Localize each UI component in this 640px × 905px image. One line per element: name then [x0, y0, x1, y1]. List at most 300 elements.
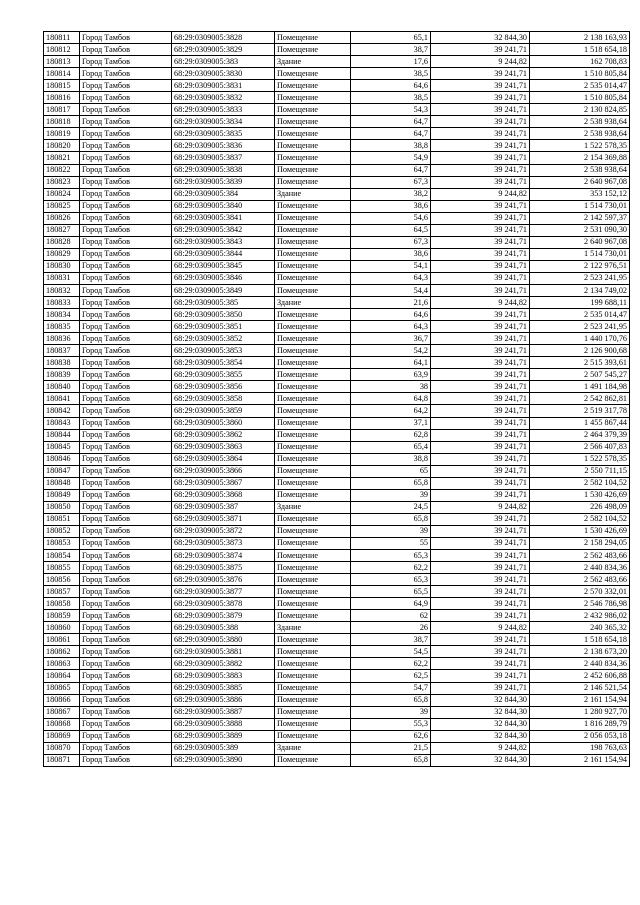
- cadastral-value-cell: 2 519 317,78: [530, 405, 630, 417]
- table-row: [44, 658, 630, 670]
- table-row: [44, 92, 630, 104]
- table-body: [44, 32, 630, 767]
- cadastral-value-cell: 2 523 241,95: [530, 272, 630, 284]
- cadastral-number-cell: 68:29:0309005:3863: [172, 441, 275, 453]
- row-number-cell: 180866: [44, 694, 80, 706]
- area-cell: 54,9: [351, 152, 431, 164]
- locality-cell: Город Тамбов: [80, 453, 172, 465]
- table-row: [44, 574, 630, 586]
- area-cell: 62,2: [351, 658, 431, 670]
- specific-value-cell: 39 241,71: [431, 574, 530, 586]
- object-type-cell: Помещение: [275, 333, 351, 345]
- locality-cell: Город Тамбов: [80, 574, 172, 586]
- cadastral-value-cell: 2 138 673,20: [530, 646, 630, 658]
- table-row: [44, 610, 630, 622]
- locality-cell: Город Тамбов: [80, 718, 172, 730]
- locality-cell: Город Тамбов: [80, 622, 172, 634]
- table-row: [44, 164, 630, 176]
- area-cell: 64,6: [351, 80, 431, 92]
- table-row: [44, 381, 630, 393]
- area-cell: 65,5: [351, 586, 431, 598]
- locality-cell: Город Тамбов: [80, 537, 172, 549]
- area-cell: 38,7: [351, 634, 431, 646]
- row-number-cell: 180832: [44, 284, 80, 296]
- specific-value-cell: 32 844,30: [431, 706, 530, 718]
- object-type-cell: Помещение: [275, 465, 351, 477]
- cadastral-value-cell: 1 455 867,44: [530, 417, 630, 429]
- object-type-cell: Помещение: [275, 92, 351, 104]
- locality-cell: Город Тамбов: [80, 357, 172, 369]
- locality-cell: Город Тамбов: [80, 501, 172, 513]
- area-cell: 67,3: [351, 176, 431, 188]
- cadastral-value-cell: 1 522 578,35: [530, 140, 630, 152]
- table-row: [44, 140, 630, 152]
- row-number-cell: 180825: [44, 200, 80, 212]
- cadastral-value-cell: 2 582 104,52: [530, 477, 630, 489]
- area-cell: 64,8: [351, 393, 431, 405]
- cadastral-number-cell: 68:29:0309005:3867: [172, 477, 275, 489]
- cadastral-number-cell: 68:29:0309005:3837: [172, 152, 275, 164]
- row-number-cell: 180869: [44, 730, 80, 742]
- cadastral-number-cell: 68:29:0309005:3842: [172, 224, 275, 236]
- specific-value-cell: 39 241,71: [431, 224, 530, 236]
- specific-value-cell: 32 844,30: [431, 730, 530, 742]
- row-number-cell: 180852: [44, 525, 80, 537]
- cadastral-number-cell: 68:29:0309005:383: [172, 56, 275, 68]
- area-cell: 63,9: [351, 369, 431, 381]
- cadastral-number-cell: 68:29:0309005:3888: [172, 718, 275, 730]
- object-type-cell: Помещение: [275, 140, 351, 152]
- object-type-cell: Здание: [275, 622, 351, 634]
- object-type-cell: Помещение: [275, 44, 351, 56]
- object-type-cell: Помещение: [275, 513, 351, 525]
- cadastral-value-cell: 2 161 154,94: [530, 754, 630, 766]
- object-type-cell: Помещение: [275, 212, 351, 224]
- specific-value-cell: 39 241,71: [431, 489, 530, 501]
- cadastral-value-cell: 198 763,63: [530, 742, 630, 754]
- area-cell: 54,2: [351, 345, 431, 357]
- area-cell: 54,4: [351, 284, 431, 296]
- cadastral-number-cell: 68:29:0309005:389: [172, 742, 275, 754]
- area-cell: 62,8: [351, 429, 431, 441]
- table-row: [44, 694, 630, 706]
- row-number-cell: 180841: [44, 393, 80, 405]
- locality-cell: Город Тамбов: [80, 309, 172, 321]
- table-row: [44, 730, 630, 742]
- object-type-cell: Помещение: [275, 80, 351, 92]
- object-type-cell: Помещение: [275, 345, 351, 357]
- table-row: [44, 489, 630, 501]
- specific-value-cell: 39 241,71: [431, 284, 530, 296]
- row-number-cell: 180837: [44, 345, 80, 357]
- cadastral-number-cell: 68:29:0309005:3874: [172, 550, 275, 562]
- object-type-cell: Помещение: [275, 128, 351, 140]
- table-row: [44, 441, 630, 453]
- area-cell: 54,1: [351, 260, 431, 272]
- row-number-cell: 180855: [44, 562, 80, 574]
- area-cell: 36,7: [351, 333, 431, 345]
- specific-value-cell: 39 241,71: [431, 369, 530, 381]
- object-type-cell: Помещение: [275, 694, 351, 706]
- cadastral-value-cell: 2 464 379,39: [530, 429, 630, 441]
- locality-cell: Город Тамбов: [80, 260, 172, 272]
- table-row: [44, 321, 630, 333]
- cadastral-number-cell: 68:29:0309005:3890: [172, 754, 275, 766]
- table-row: [44, 128, 630, 140]
- row-number-cell: 180821: [44, 152, 80, 164]
- specific-value-cell: 39 241,71: [431, 393, 530, 405]
- object-type-cell: Помещение: [275, 658, 351, 670]
- table-row: [44, 550, 630, 562]
- cadastral-number-cell: 68:29:0309005:387: [172, 501, 275, 513]
- locality-cell: Город Тамбов: [80, 297, 172, 309]
- cadastral-value-cell: 2 158 294,05: [530, 537, 630, 549]
- area-cell: 38: [351, 381, 431, 393]
- cadastral-number-cell: 68:29:0309005:3858: [172, 393, 275, 405]
- object-type-cell: Помещение: [275, 236, 351, 248]
- cadastral-number-cell: 68:29:0309005:3850: [172, 309, 275, 321]
- row-number-cell: 180830: [44, 260, 80, 272]
- cadastral-value-cell: 1 522 578,35: [530, 453, 630, 465]
- row-number-cell: 180861: [44, 634, 80, 646]
- object-type-cell: Помещение: [275, 477, 351, 489]
- locality-cell: Город Тамбов: [80, 44, 172, 56]
- object-type-cell: Помещение: [275, 104, 351, 116]
- object-type-cell: Помещение: [275, 537, 351, 549]
- cadastral-number-cell: 68:29:0309005:3866: [172, 465, 275, 477]
- cadastral-value-cell: 2 538 938,64: [530, 164, 630, 176]
- cadastral-value-cell: 2 550 711,15: [530, 465, 630, 477]
- object-type-cell: Помещение: [275, 321, 351, 333]
- table-row: [44, 670, 630, 682]
- cadastral-number-cell: 68:29:0309005:3880: [172, 634, 275, 646]
- row-number-cell: 180813: [44, 56, 80, 68]
- specific-value-cell: 39 241,71: [431, 513, 530, 525]
- row-number-cell: 180822: [44, 164, 80, 176]
- area-cell: 17,6: [351, 56, 431, 68]
- specific-value-cell: 39 241,71: [431, 417, 530, 429]
- cadastral-value-cell: 226 498,09: [530, 501, 630, 513]
- cadastral-value-cell: 2 126 900,68: [530, 345, 630, 357]
- area-cell: 64,6: [351, 309, 431, 321]
- cadastral-number-cell: 68:29:0309005:3833: [172, 104, 275, 116]
- object-type-cell: Помещение: [275, 441, 351, 453]
- cadastral-value-cell: 2 142 597,37: [530, 212, 630, 224]
- table-row: [44, 80, 630, 92]
- cadastral-number-cell: 68:29:0309005:388: [172, 622, 275, 634]
- specific-value-cell: 32 844,30: [431, 32, 530, 44]
- cadastral-number-cell: 68:29:0309005:3832: [172, 92, 275, 104]
- cadastral-number-cell: 68:29:0309005:3845: [172, 260, 275, 272]
- locality-cell: Город Тамбов: [80, 513, 172, 525]
- specific-value-cell: 39 241,71: [431, 441, 530, 453]
- row-number-cell: 180853: [44, 537, 80, 549]
- row-number-cell: 180844: [44, 429, 80, 441]
- area-cell: 38,5: [351, 68, 431, 80]
- cadastral-value-cell: 1 816 289,79: [530, 718, 630, 730]
- object-type-cell: Помещение: [275, 417, 351, 429]
- row-number-cell: 180819: [44, 128, 80, 140]
- row-number-cell: 180867: [44, 706, 80, 718]
- area-cell: 54,7: [351, 682, 431, 694]
- cadastral-number-cell: 68:29:0309005:3853: [172, 345, 275, 357]
- cadastral-value-cell: 199 688,11: [530, 297, 630, 309]
- row-number-cell: 180811: [44, 32, 80, 44]
- area-cell: 67,3: [351, 236, 431, 248]
- locality-cell: Город Тамбов: [80, 369, 172, 381]
- row-number-cell: 180865: [44, 682, 80, 694]
- document-page: [43, 31, 629, 767]
- area-cell: 64,7: [351, 116, 431, 128]
- specific-value-cell: 39 241,71: [431, 357, 530, 369]
- object-type-cell: Помещение: [275, 489, 351, 501]
- cadastral-value-cell: 2 056 053,18: [530, 730, 630, 742]
- locality-cell: Город Тамбов: [80, 586, 172, 598]
- specific-value-cell: 39 241,71: [431, 646, 530, 658]
- cadastral-number-cell: 68:29:0309005:3841: [172, 212, 275, 224]
- row-number-cell: 180828: [44, 236, 80, 248]
- cadastral-value-cell: 2 582 104,52: [530, 513, 630, 525]
- row-number-cell: 180831: [44, 272, 80, 284]
- specific-value-cell: 9 244,82: [431, 188, 530, 200]
- object-type-cell: Помещение: [275, 357, 351, 369]
- row-number-cell: 180835: [44, 321, 80, 333]
- row-number-cell: 180846: [44, 453, 80, 465]
- locality-cell: Город Тамбов: [80, 634, 172, 646]
- row-number-cell: 180870: [44, 742, 80, 754]
- area-cell: 38,6: [351, 200, 431, 212]
- specific-value-cell: 39 241,71: [431, 670, 530, 682]
- cadastral-number-cell: 68:29:0309005:3885: [172, 682, 275, 694]
- specific-value-cell: 39 241,71: [431, 658, 530, 670]
- locality-cell: Город Тамбов: [80, 658, 172, 670]
- cadastral-value-cell: 353 152,12: [530, 188, 630, 200]
- specific-value-cell: 39 241,71: [431, 429, 530, 441]
- locality-cell: Город Тамбов: [80, 417, 172, 429]
- cadastral-number-cell: 68:29:0309005:3859: [172, 405, 275, 417]
- row-number-cell: 180840: [44, 381, 80, 393]
- locality-cell: Город Тамбов: [80, 742, 172, 754]
- specific-value-cell: 39 241,71: [431, 525, 530, 537]
- cadastral-number-cell: 68:29:0309005:3889: [172, 730, 275, 742]
- row-number-cell: 180859: [44, 610, 80, 622]
- cadastral-number-cell: 68:29:0309005:3887: [172, 706, 275, 718]
- row-number-cell: 180868: [44, 718, 80, 730]
- table-row: [44, 706, 630, 718]
- cadastral-value-cell: 240 365,32: [530, 622, 630, 634]
- cadastral-number-cell: 68:29:0309005:385: [172, 297, 275, 309]
- area-cell: 39: [351, 489, 431, 501]
- area-cell: 38,8: [351, 453, 431, 465]
- locality-cell: Город Тамбов: [80, 188, 172, 200]
- locality-cell: Город Тамбов: [80, 610, 172, 622]
- cadastral-number-cell: 68:29:0309005:3835: [172, 128, 275, 140]
- row-number-cell: 180858: [44, 598, 80, 610]
- table-row: [44, 32, 630, 44]
- cadastral-value-cell: 2 562 483,66: [530, 550, 630, 562]
- locality-cell: Город Тамбов: [80, 525, 172, 537]
- row-number-cell: 180817: [44, 104, 80, 116]
- row-number-cell: 180848: [44, 477, 80, 489]
- table-row: [44, 297, 630, 309]
- cadastral-number-cell: 68:29:0309005:3839: [172, 176, 275, 188]
- specific-value-cell: 39 241,71: [431, 260, 530, 272]
- specific-value-cell: 39 241,71: [431, 453, 530, 465]
- cadastral-number-cell: 68:29:0309005:3834: [172, 116, 275, 128]
- specific-value-cell: 9 244,82: [431, 297, 530, 309]
- table-row: [44, 393, 630, 405]
- locality-cell: Город Тамбов: [80, 32, 172, 44]
- area-cell: 62,2: [351, 562, 431, 574]
- object-type-cell: Помещение: [275, 369, 351, 381]
- row-number-cell: 180864: [44, 670, 80, 682]
- area-cell: 64,2: [351, 405, 431, 417]
- locality-cell: Город Тамбов: [80, 212, 172, 224]
- locality-cell: Город Тамбов: [80, 321, 172, 333]
- locality-cell: Город Тамбов: [80, 272, 172, 284]
- area-cell: 62: [351, 610, 431, 622]
- row-number-cell: 180843: [44, 417, 80, 429]
- locality-cell: Город Тамбов: [80, 441, 172, 453]
- table-row: [44, 333, 630, 345]
- specific-value-cell: 39 241,71: [431, 537, 530, 549]
- object-type-cell: Помещение: [275, 116, 351, 128]
- cadastral-value-cell: 2 134 749,02: [530, 284, 630, 296]
- cadastral-number-cell: 68:29:0309005:3875: [172, 562, 275, 574]
- cadastral-number-cell: 68:29:0309005:3836: [172, 140, 275, 152]
- cadastral-number-cell: 68:29:0309005:3854: [172, 357, 275, 369]
- area-cell: 64,7: [351, 128, 431, 140]
- table-row: [44, 477, 630, 489]
- locality-cell: Город Тамбов: [80, 92, 172, 104]
- cadastral-value-cell: 2 531 090,30: [530, 224, 630, 236]
- specific-value-cell: 32 844,30: [431, 754, 530, 766]
- object-type-cell: Помещение: [275, 670, 351, 682]
- locality-cell: Город Тамбов: [80, 104, 172, 116]
- table-row: [44, 513, 630, 525]
- object-type-cell: Помещение: [275, 260, 351, 272]
- table-row: [44, 742, 630, 754]
- row-number-cell: 180823: [44, 176, 80, 188]
- row-number-cell: 180820: [44, 140, 80, 152]
- table-row: [44, 224, 630, 236]
- specific-value-cell: 39 241,71: [431, 80, 530, 92]
- cadastral-number-cell: 68:29:0309005:3856: [172, 381, 275, 393]
- locality-cell: Город Тамбов: [80, 116, 172, 128]
- table-row: [44, 501, 630, 513]
- cadastral-value-cell: 2 122 976,51: [530, 260, 630, 272]
- object-type-cell: Здание: [275, 501, 351, 513]
- specific-value-cell: 39 241,71: [431, 128, 530, 140]
- table-row: [44, 369, 630, 381]
- cadastral-value-cell: 2 130 824,85: [530, 104, 630, 116]
- locality-cell: Город Тамбов: [80, 236, 172, 248]
- object-type-cell: Помещение: [275, 164, 351, 176]
- table-row: [44, 622, 630, 634]
- area-cell: 65,8: [351, 513, 431, 525]
- cadastral-number-cell: 68:29:0309005:3844: [172, 248, 275, 260]
- locality-cell: Город Тамбов: [80, 80, 172, 92]
- cadastral-number-cell: 68:29:0309005:3864: [172, 453, 275, 465]
- locality-cell: Город Тамбов: [80, 68, 172, 80]
- cadastral-value-cell: 1 514 730,01: [530, 248, 630, 260]
- cadastral-number-cell: 68:29:0309005:3840: [172, 200, 275, 212]
- specific-value-cell: 9 244,82: [431, 56, 530, 68]
- cadastral-value-cell: 2 538 938,64: [530, 116, 630, 128]
- row-number-cell: 180862: [44, 646, 80, 658]
- row-number-cell: 180815: [44, 80, 80, 92]
- specific-value-cell: 39 241,71: [431, 116, 530, 128]
- cadastral-value-cell: 2 538 938,64: [530, 128, 630, 140]
- cadastral-value-cell: 2 640 967,08: [530, 176, 630, 188]
- table-row: [44, 176, 630, 188]
- object-type-cell: Помещение: [275, 610, 351, 622]
- row-number-cell: 180839: [44, 369, 80, 381]
- object-type-cell: Помещение: [275, 32, 351, 44]
- row-number-cell: 180857: [44, 586, 80, 598]
- table-row: [44, 525, 630, 537]
- cadastral-number-cell: 68:29:0309005:3876: [172, 574, 275, 586]
- cadastral-value-table: [43, 31, 630, 767]
- locality-cell: Город Тамбов: [80, 248, 172, 260]
- specific-value-cell: 39 241,71: [431, 345, 530, 357]
- cadastral-value-cell: 2 146 521,54: [530, 682, 630, 694]
- table-row: [44, 188, 630, 200]
- table-row: [44, 357, 630, 369]
- row-number-cell: 180816: [44, 92, 80, 104]
- locality-cell: Город Тамбов: [80, 562, 172, 574]
- locality-cell: Город Тамбов: [80, 754, 172, 766]
- object-type-cell: Помещение: [275, 381, 351, 393]
- area-cell: 54,5: [351, 646, 431, 658]
- object-type-cell: Помещение: [275, 682, 351, 694]
- specific-value-cell: 39 241,71: [431, 465, 530, 477]
- object-type-cell: Помещение: [275, 574, 351, 586]
- cadastral-number-cell: 68:29:0309005:3860: [172, 417, 275, 429]
- table-row: [44, 646, 630, 658]
- area-cell: 64,3: [351, 272, 431, 284]
- cadastral-value-cell: 2 640 967,08: [530, 236, 630, 248]
- area-cell: 26: [351, 622, 431, 634]
- table-row: [44, 284, 630, 296]
- row-number-cell: 180850: [44, 501, 80, 513]
- table-row: [44, 236, 630, 248]
- cadastral-value-cell: 2 507 545,27: [530, 369, 630, 381]
- cadastral-value-cell: 1 518 654,18: [530, 44, 630, 56]
- cadastral-value-cell: 2 542 862,81: [530, 393, 630, 405]
- table-row: [44, 260, 630, 272]
- object-type-cell: Помещение: [275, 646, 351, 658]
- object-type-cell: Помещение: [275, 248, 351, 260]
- object-type-cell: Помещение: [275, 562, 351, 574]
- row-number-cell: 180847: [44, 465, 80, 477]
- object-type-cell: Помещение: [275, 429, 351, 441]
- locality-cell: Город Тамбов: [80, 140, 172, 152]
- cadastral-number-cell: 68:29:0309005:3855: [172, 369, 275, 381]
- locality-cell: Город Тамбов: [80, 694, 172, 706]
- object-type-cell: Здание: [275, 742, 351, 754]
- cadastral-number-cell: 68:29:0309005:3877: [172, 586, 275, 598]
- table-row: [44, 309, 630, 321]
- cadastral-number-cell: 68:29:0309005:3852: [172, 333, 275, 345]
- specific-value-cell: 39 241,71: [431, 562, 530, 574]
- table-row: [44, 682, 630, 694]
- specific-value-cell: 39 241,71: [431, 164, 530, 176]
- object-type-cell: Помещение: [275, 405, 351, 417]
- specific-value-cell: 39 241,71: [431, 176, 530, 188]
- row-number-cell: 180842: [44, 405, 80, 417]
- specific-value-cell: 32 844,30: [431, 694, 530, 706]
